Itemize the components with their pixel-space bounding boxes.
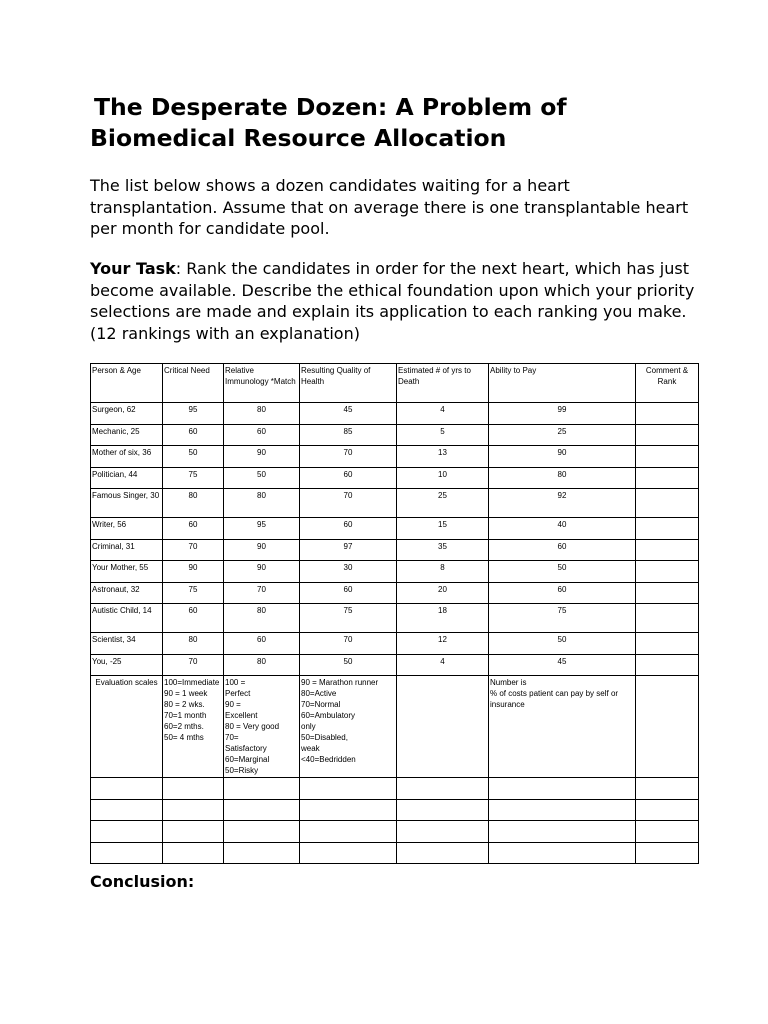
scale-line: 50= 4 mths [164, 733, 204, 742]
header-critical-need: Critical Need [163, 364, 224, 403]
scale-pay [489, 676, 636, 778]
scale-immunology [224, 676, 300, 778]
candidate-name: Mother of six, 36 [91, 446, 163, 468]
task-paragraph [90, 258, 710, 344]
critical-need-value: 80 [163, 489, 224, 518]
candidate-name: Autistic Child, 14 [91, 604, 163, 633]
table-row [91, 446, 699, 468]
pay-value: 99 [489, 403, 636, 425]
immunology-value: 90 [224, 539, 300, 561]
quality-value: 60 [300, 518, 397, 540]
immunology-value: 90 [224, 561, 300, 583]
candidate-name: Astronaut, 32 [91, 582, 163, 604]
quality-value: 75 [300, 604, 397, 633]
comment-rank-cell [636, 582, 699, 604]
critical-need-value: 90 [163, 561, 224, 583]
table-row [91, 561, 699, 583]
years-value: 20 [397, 582, 489, 604]
years-value: 5 [397, 424, 489, 446]
years-value: 13 [397, 446, 489, 468]
pay-value: 75 [489, 604, 636, 633]
scale-critical [163, 676, 224, 778]
critical-need-value: 50 [163, 446, 224, 468]
critical-need-value: 60 [163, 424, 224, 446]
candidate-name: Scientist, 34 [91, 633, 163, 655]
critical-need-value: 60 [163, 604, 224, 633]
header-immunology: Relative Immunology *Match [224, 364, 300, 403]
table-row [91, 539, 699, 561]
scale-line: % of costs patient can pay by self or insurance [490, 689, 619, 709]
pay-value: 90 [489, 446, 636, 468]
quality-value: 50 [300, 654, 397, 676]
pay-value: 45 [489, 654, 636, 676]
scale-line: 60=Marginal [225, 755, 270, 764]
scale-comment [636, 676, 699, 778]
pay-value: 25 [489, 424, 636, 446]
header-pay: Ability to Pay [489, 364, 636, 403]
scale-years [397, 676, 489, 778]
header-years: Estimated # of yrs to Death [397, 364, 489, 403]
quality-value: 70 [300, 633, 397, 655]
immunology-value: 70 [224, 582, 300, 604]
critical-need-value: 95 [163, 403, 224, 425]
pay-value: 60 [489, 582, 636, 604]
candidate-name: Your Mother, 55 [91, 561, 163, 583]
immunology-value: 60 [224, 424, 300, 446]
title-line-1: The Desperate Dozen: A Problem of [94, 93, 567, 121]
blank-row [91, 799, 699, 821]
scale-line: 100 = [225, 678, 246, 687]
years-value: 10 [397, 467, 489, 489]
table-row [91, 403, 699, 425]
scale-line: Satisfactory [225, 744, 267, 753]
quality-value: 30 [300, 561, 397, 583]
table-row [91, 654, 699, 676]
task-text: : Rank the candidates in order for the next heart, which has just become available. Describe the ethical foundation upon which your priority selections are made and explain its application to each ranking you make. (12 rankings with an explanation) [90, 259, 695, 343]
table-row [91, 424, 699, 446]
pay-value: 60 [489, 539, 636, 561]
scale-line: 90 = Marathon runner [301, 678, 379, 687]
scale-line: <40=Bedridden [301, 755, 356, 764]
immunology-value: 50 [224, 467, 300, 489]
scale-line: 60=2 mths. [164, 722, 204, 731]
scale-line: 70= [225, 733, 239, 742]
table-row [91, 518, 699, 540]
table-row [91, 633, 699, 655]
scale-line: weak [301, 744, 320, 753]
scale-line: 90 = 1 week [164, 689, 208, 698]
blank-row [91, 842, 699, 864]
critical-need-value: 70 [163, 654, 224, 676]
comment-rank-cell [636, 518, 699, 540]
years-value: 15 [397, 518, 489, 540]
years-value: 8 [397, 561, 489, 583]
comment-rank-cell [636, 446, 699, 468]
comment-rank-cell [636, 654, 699, 676]
comment-rank-cell [636, 424, 699, 446]
comment-rank-cell [636, 604, 699, 633]
scale-line: 60=Ambulatory [301, 711, 356, 720]
scale-line: 100=Immediate [164, 678, 220, 687]
immunology-value: 80 [224, 654, 300, 676]
years-value: 4 [397, 654, 489, 676]
years-value: 4 [397, 403, 489, 425]
comment-rank-cell [636, 489, 699, 518]
comment-rank-cell [636, 633, 699, 655]
task-label: Your Task [90, 259, 176, 278]
years-value: 12 [397, 633, 489, 655]
scale-line: Excellent [225, 711, 258, 720]
scale-quality [300, 676, 397, 778]
critical-need-value: 80 [163, 633, 224, 655]
immunology-value: 80 [224, 403, 300, 425]
pay-value: 92 [489, 489, 636, 518]
header-comment: Comment & Rank [636, 364, 699, 403]
candidate-name: Mechanic, 25 [91, 424, 163, 446]
scale-line: only [301, 722, 316, 731]
immunology-value: 80 [224, 604, 300, 633]
title-line-2: Biomedical Resource Allocation [90, 124, 507, 152]
comment-rank-cell [636, 561, 699, 583]
critical-need-value: 75 [163, 467, 224, 489]
table-row [91, 489, 699, 518]
quality-value: 60 [300, 467, 397, 489]
table-row [91, 604, 699, 633]
intro-paragraph: The list below shows a dozen candidates waiting for a heart transplantation. Assume that on average there is one transplantable heart per month for candidate pool. [90, 176, 689, 238]
table-row [91, 582, 699, 604]
candidate-name: Famous Singer, 30 [91, 489, 163, 518]
candidate-name: You, -25 [91, 654, 163, 676]
scales-row [91, 676, 699, 778]
quality-value: 85 [300, 424, 397, 446]
scale-line: 50=Risky [225, 766, 259, 775]
immunology-value: 90 [224, 446, 300, 468]
years-value: 25 [397, 489, 489, 518]
document-title [90, 92, 690, 154]
candidate-name: Writer, 56 [91, 518, 163, 540]
scales-label: Evaluation scales [91, 676, 163, 778]
years-value: 35 [397, 539, 489, 561]
immunology-value: 60 [224, 633, 300, 655]
scale-line: Number is [490, 678, 527, 687]
blank-row [91, 778, 699, 800]
scale-line: 80=Active [301, 689, 337, 698]
scale-line: 80 = 2 wks. [164, 700, 205, 709]
header-person: Person & Age [91, 364, 163, 403]
quality-value: 60 [300, 582, 397, 604]
table-header-row [91, 364, 699, 403]
scale-line: 70=1 month [164, 711, 207, 720]
pay-value: 80 [489, 467, 636, 489]
pay-value: 50 [489, 561, 636, 583]
candidate-table [90, 363, 699, 864]
quality-value: 70 [300, 446, 397, 468]
quality-value: 45 [300, 403, 397, 425]
header-quality: Resulting Quality of Health [300, 364, 397, 403]
scale-line: 80 = Very good [225, 722, 280, 731]
scale-line: 90 = [225, 700, 241, 709]
table-row [91, 467, 699, 489]
comment-rank-cell [636, 467, 699, 489]
critical-need-value: 70 [163, 539, 224, 561]
quality-value: 97 [300, 539, 397, 561]
years-value: 18 [397, 604, 489, 633]
blank-row [91, 821, 699, 843]
immunology-value: 95 [224, 518, 300, 540]
critical-need-value: 60 [163, 518, 224, 540]
candidate-name: Criminal, 31 [91, 539, 163, 561]
table-body [91, 403, 699, 676]
pay-value: 50 [489, 633, 636, 655]
quality-value: 70 [300, 489, 397, 518]
candidate-name: Politician, 44 [91, 467, 163, 489]
conclusion-heading: Conclusion: [90, 872, 195, 891]
scale-line: 50=Disabled, [301, 733, 348, 742]
comment-rank-cell [636, 403, 699, 425]
comment-rank-cell [636, 539, 699, 561]
candidate-name: Surgeon, 62 [91, 403, 163, 425]
scale-line: Perfect [225, 689, 251, 698]
immunology-value: 80 [224, 489, 300, 518]
critical-need-value: 75 [163, 582, 224, 604]
scale-line: 70=Normal [301, 700, 341, 709]
pay-value: 40 [489, 518, 636, 540]
